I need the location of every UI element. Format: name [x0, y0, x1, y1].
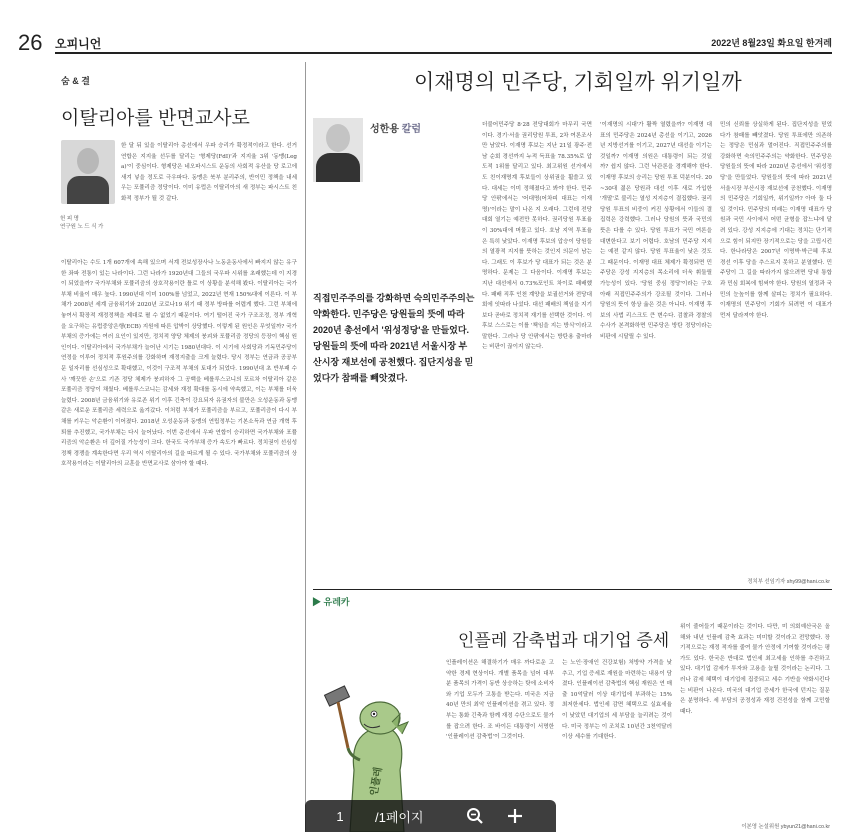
column-body-text: 이탈리아는 수도 1개 607개에 속해 있으며 서계 전보성장사나 노동운동사에서 빠지지 않는 유구한 좌파 전통이 있는 나라이다. 그런 나라가 1920년대 그들의 국우파 시위를 초래했는데 이 지경이 되었을까? 국가부채와 포퓰리즘의 상호작용이란 틀로 이 상황을 분석해 봤다. 이탈리아는 국가부채 비율이 매우 높다. 1990년대 이미 100%를 넘었고, 2022년 현재 150%대에 이른다. 이 부채가 2008년 세계 금융위기와 2020년 코로나19 위기 때 정부 방파를 어렵게 했다. 그런 부채에 놓여서 확장적 재정정책을 제대로 펼 수 없었기 때문이다. 여기 떨어진 국가 구조조정, 정부 개혁을 요구하는 유럽중앙은행(ECB) 지원에 따른 압박이 상당했다. 이렇게 된 원인은 무엇일까? 국가부채의 증가에는 여러 요인이 있지만, 정치적 양당 체제의 붕괴와 포퓰리즘 정당의 등장이 핵심 원인이다. 이탈리아에서 국가부채가 늘어난 시기는 1980년대다. 이 시기에 사회당과 기독민주당이 연정을 이루어 정치적 후원주의를 강화하며 재정지출을 크게 늘렸다. 당시 정부는 연금과 공공부문 일자리를 선심성으로 확대했고, 이것이 구조적 부채의 토대가 되었다. 1990년대 초 반부패 수사 '깨끗한 손'으로 기존 정당 체제가 붕괴하자 그 공백을 베를루스코니의 포르차 이탈리아 같은 포퓰리즘 정당이 채웠다. 베를루스코니는 감세와 재정 확대를 동시에 약속했고, 이는 부채를 더욱 늘렸다. 2008년 금융위기와 유로존 위기 이후 긴축이 강요되자 유권자의 불만은 오성운동과 동맹 같은 새로운 포퓰리즘 세력으로 옮겨갔다. 이처럼 부채가 포퓰리즘을 부르고, 포퓰리즘이 다시 부채를 키우는 악순환이 이어졌다. 2018년 오성운동과 동맹의 연립정부는 기본소득과 연금 개혁 후퇴를 추진했고, 국가부채는 다시 늘어났다. 이번 총선에서 우파 연합이 승리하면 국가부채와 포퓰리즘의 악순환은 더 깊어질 가능성이 크다. 한국도 국가부채 증가 속도가 빠르다. 정치권이 선심성 정책 경쟁을 계속한다면 우리 역시 이탈리아의 길을 따르게 될 수 있다. 국가부채와 포퓰리즘의 상호작용이라는 이탈리아의 교훈을 반면교사로 삼아야 할 때다.: [61, 260, 297, 468]
current-page-input[interactable]: 1: [336, 808, 344, 824]
byline-role: 칼럼: [401, 124, 422, 135]
total-pages: /1페이지: [375, 809, 424, 825]
byline-name: 성한용: [370, 124, 399, 135]
cartoon-text: 인플레: [368, 766, 385, 797]
zoom-out-icon: [466, 807, 484, 825]
section-rule: [313, 589, 832, 590]
article-col-2: '이재명의 시대'가 활짝 열렸을까? 이재명 대표의 민주당은 2024년 총선을 이기고, 2026년 지방선거를 이기고, 2027년 대선을 이기는 것일까? 이재명 의원은 대통령이 되는 것일까? 쉽지 않다. 그런 낙관론을 경계해야 한다. 이재명 후보의 승리는 당원 투표 덕분이다. 20~30대 젊은 당원과 대선 이후 새로 가입한 '개딸'로 불리는 열성 지지층이 결집했다. 권리당원 투표의 비중이 커진 상황에서 이들의 결집력은 강력했다. 그러나 당원의 뜻과 국민의 뜻은 다를 수 있다. 당원 투표가 국민 여론을 대변한다고 보기 어렵다. 호남의 민주당 지지는 예전 같지 않다. 당원 투표율이 낮은 것도 그 때문이다. 이재명 대표 체제가 확정되면 민주당은 강성 지지층의 목소리에 더욱 휘둘릴 가능성이 있다. '당원 중심 정당'이라는 구호 아래 직접민주주의가 강조될 것이다. 그러나 당원의 뜻이 항상 옳은 것은 아니다. 이재명 후보의 사법 리스크도 큰 변수다. 검찰과 경찰의 수사가 본격화하면 민주당은 방탄 정당이라는 비판에 시달릴 수 있다.: [600, 122, 712, 340]
article-col-1: 더불어민주당 8·28 전당대회가 마무리 국면이다. 경기·서울 권리당원 투표, 2차 여론조사만 남았다. 이재명 후보는 지난 21일 광주·전남 순회 경선까지 누적 득표율 78.35%로 압도적 1위를 달리고 있다. 최고위원 선거에서도 친이재명계 후보들이 상위권을 휩쓸고 있다. 대세는 이미 정해졌다고 봐야 한다. 민주당 안팎에서는 '어대명(어차피 대표는 이재명)'이라는 말이 나온 지 오래다. 그런데 전당대회 열기는 예전만 못하다. 권리당원 투표율이 30%대에 머물고 있다. 호남 지역 투표율은 특히 낮았다. 이재명 후보의 압승이 당원들의 열광적 지지를 뜻하는 것인지 의문이 남는다. 그래도 이 후보가 당 대표가 되는 것은 분명하다. 문제는 그 다음이다. 이재명 후보는 지난 대선에서 0.73%포인트 차이로 패배했다. 패배 직후 인천 계양을 보궐선거와 전당대회에 잇따라 나섰다. 대선 패배의 책임을 지기보다 곧바로 정치적 재기를 선택한 것이다. 이 후보 스스로는 이를 '책임을 지는 방식'이라고 말한다. 그러나 당 안팎에서는 방탄용 출마라는 비판이 끊이지 않는다.: [482, 122, 592, 351]
page-header: [0, 0, 842, 54]
date-paper: 2022년 8월23일 화요일 한겨레: [711, 38, 832, 48]
eureka-label: ▶ 유레카: [312, 597, 350, 607]
zoom-in-icon: [506, 807, 524, 825]
article-col-3: 민의 신뢰를 상실하게 된다. 집단지성을 믿었다가 참패를 빼앗겼다. 당원 투표에만 의존하는 정당은 민심과 멀어진다. 직접민주주의를 강화하면 숙의민주주의는 약화한다. 민주당은 당원들의 뜻에 따라 2020년 총선에서 '위성정당'을 만들었다. 당원들의 뜻에 따라 2021년 서울시장 부산시장 재보선에 공천했다. 이재명의 민주당은 기회일까, 위기일까? 아마 둘 다일 것이다. 민주당의 미래는 이재명 대표가 당원과 국민 사이에서 어떤 균형을 잡느냐에 달려 있다. 강성 지지층에 기대는 정치는 단기적으로 힘이 되지만 장기적으로는 당을 고립시킨다. 한나라당은 2007년 이명박·박근혜 후보 경선 이후 당을 추스르지 못하고 분열했다. 민주당이 그 길을 따라가지 않으려면 당내 통합과 민심 회복에 힘써야 한다. 당원의 열정과 국민의 눈높이를 함께 살피는 정치가 필요하다. 이재명의 민주당이 기회가 되려면 이 대표가 먼저 달라져야 한다.: [720, 122, 832, 319]
header-rule: [55, 52, 832, 54]
eureka-col-2: 는 노인·장애인 건강보험) 처방약 가격을 낮추고, 기업 증세로 재원을 마련하는 내용이 담겼다. 인플레이션 감축법의 핵심 재원은 연 매출 10억달러 이상 대기업에 부과하는 15% 최저한세다. 법인세 감면 혜택으로 실효세율이 낮았던 대기업의 세 부담을 늘리려는 것이다. 미국 정부는 이 조치로 10년간 3천억달러 이상 세수를 기대한다.: [562, 660, 672, 741]
article-title: 이재명의 민주당, 기회일까 위기일까: [414, 71, 742, 94]
author-caption: 헌 피 명 연구원 노 드 식 가: [60, 216, 104, 230]
column-title: 이탈리아를 반면교사로: [61, 108, 250, 129]
viewer-toolbar: [305, 800, 556, 832]
eureka-col-3: 위이 줄어들기 때문이라는 것이다. 다만, 미 의회예산국은 올해와 내년 인플레 감축 효과는 미미할 것이라고 전망했다. 장기적으로는 재정 적자를 줄여 물가 안정에 기여할 것이라는 평가도 있다. 한국은 반대로 법인세 최고세율 인하를 추진하고 있다. 대기업 감세가 투자와 고용을 늘릴 것이라는 논리다. 그러나 감세 혜택이 대기업에 집중되고 세수 기반을 약화시킨다는 비판이 나온다. 미국의 대기업 증세가 한국에 던지는 질문은 분명하다. 세 부담의 공정성과 재정 건전성을 함께 고민할 때다.: [680, 624, 830, 715]
section-name: 오피니언: [55, 37, 102, 51]
author-email: 정치부 선임기자 shy99@hani.co.kr: [747, 579, 830, 585]
page-number: 26: [18, 30, 43, 55]
column-lead-text: 한 달 뒤 있을 이탈리아 총선에서 우파 승리가 확정적이라고 한다. 선거연합은 지지율 선두를 달리는 '형제당(FdI)'과 지지율 3위 '동맹(Lega)'이 중심이다. 형제당은 네오파시스트 운동의 사회적 유산을 당 로고에 새겨 넣을 정도로 극우파다. 동맹은 북부 분리주의, 반이민 정책을 내세우는 포퓰리즘 정당이다. 이미 유럽은 이탈리아의 새 정부는 파시스트 친화적 정부가 될 것 같다.: [121, 143, 297, 202]
zoom-in-button[interactable]: [495, 800, 535, 832]
zoom-out-button[interactable]: [455, 800, 495, 832]
column-divider: [305, 62, 306, 832]
eureka-col-1: 인플레이션은 해결하기가 매우 까다로운 고약한 경제 현상이다. 개별 품목을 넘어 대부분 품목의 가격이 동반 상승하는 탓에 소비자와 기업 모두가 고통을 받는다. 미국은 지금 40년 만의 최악 인플레이션을 겪고 있다. 정부는 통화 긴축과 함께 재정 수단으로도 물가를 잡으려 한다. 조 바이든 대통령이 서명한 '인플레이션 감축법'이 그것이다.: [446, 660, 554, 741]
eureka-title: 인플레 감축법과 대기업 증세: [458, 631, 670, 650]
eureka-email: 이본영 논설위원 ybyun21@hani.co.kr: [741, 824, 830, 830]
columnist-photo: [313, 118, 363, 182]
column-label: 숨 & 결: [61, 76, 90, 86]
article-summary: 직접민주주의를 강화하면 숙의민주주의는 약화한다. 민주당은 당원들의 뜻에 따라 2020년 총선에서 '위성정당'을 만들었다. 당원들의 뜻에 따라 2021년 서울시장 부산시장 재보선에 공천했다. 집단지성을 믿었다가 참패를 빼앗겼다.: [313, 293, 475, 383]
byline: [370, 120, 421, 135]
eureka-icon: ▶: [312, 597, 322, 607]
author-photo: [61, 140, 115, 204]
